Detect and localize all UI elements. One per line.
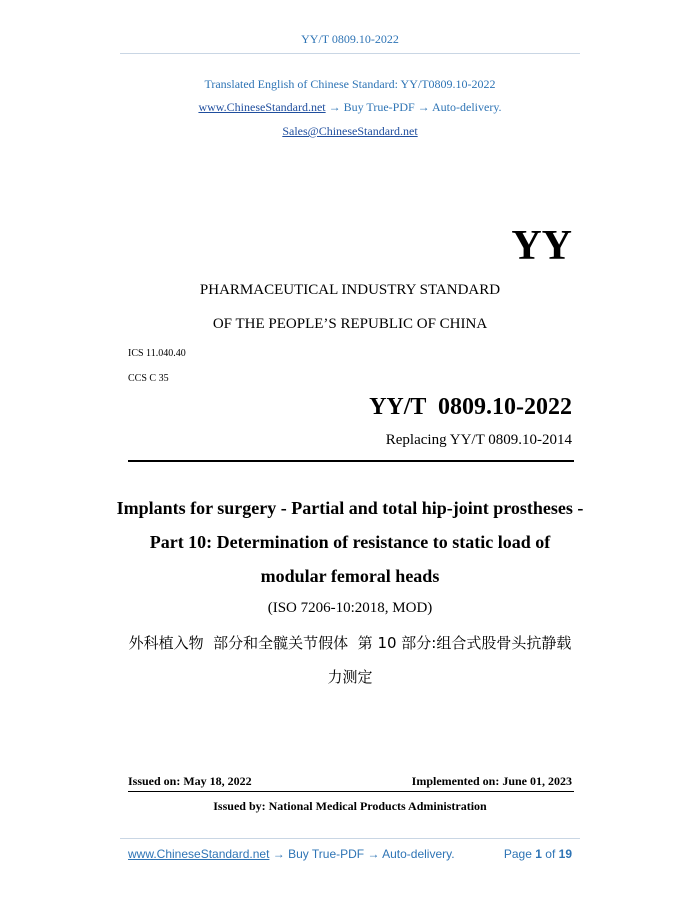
iso-reference: (ISO 7206-10:2018, MOD) [267, 600, 433, 616]
page-indicator [504, 847, 572, 861]
issuing-authority: Issued by: National Medical Products Administration [213, 799, 487, 813]
ics-code: ICS 11.040.40 [128, 348, 186, 359]
issued-date: Issued on: May 18, 2022 [128, 774, 252, 788]
page-total: 19 [558, 847, 572, 861]
standard-category-line2: OF THE PEOPLE’S REPUBLIC OF CHINA [212, 316, 488, 332]
standard-category-line1: PHARMACEUTICAL INDUSTRY STANDARD [199, 282, 501, 298]
header-rule [120, 53, 580, 54]
footer-site-link[interactable]: www.ChineseStandard.net [128, 847, 270, 861]
footer-purchase-text: → Buy True-PDF → Auto-delivery. [269, 847, 455, 861]
implemented-date: Implemented on: June 01, 2023 [411, 774, 572, 788]
chinese-standard-link[interactable]: www.ChineseStandard.net [198, 100, 326, 114]
document-title-line3: modular femoral heads [260, 566, 440, 586]
running-header: YY/T 0809.10-2022 [301, 32, 399, 46]
page-label: Page [503, 847, 532, 861]
footer-purchase-line [128, 847, 455, 861]
standard-code-letters: YY [511, 223, 572, 269]
chinese-title-line1: 外科植入物 部分和全髋关节假体 第 10 部分:组合式股骨头抗静载 [128, 634, 572, 652]
purchase-notice [0, 100, 700, 115]
sales-email-link[interactable]: Sales@ChineseStandard.net [282, 124, 418, 138]
dates-rule [128, 791, 574, 792]
replacing-standard: Replacing YY/T 0809.10-2014 [385, 432, 572, 448]
page-of-label: of [545, 847, 556, 861]
page-number: 1 [535, 847, 542, 861]
ccs-code: CCS C 35 [128, 373, 169, 384]
purchase-notice-text: → Buy True-PDF → Auto-delivery. [325, 100, 502, 114]
standard-number: YY/T 0809.10-2022 [369, 394, 572, 420]
document-title-line2: Part 10: Determination of resistance to static load of [149, 532, 551, 552]
footer-rule [120, 838, 580, 839]
chinese-title-line2: 力测定 [327, 668, 373, 686]
document-title-line1: Implants for surgery - Partial and total hip-joint prostheses - [116, 498, 584, 518]
title-rule [128, 460, 574, 462]
translation-notice: Translated English of Chinese Standard: YY/T0809.10-2022 [204, 77, 496, 91]
sales-email [0, 124, 700, 139]
